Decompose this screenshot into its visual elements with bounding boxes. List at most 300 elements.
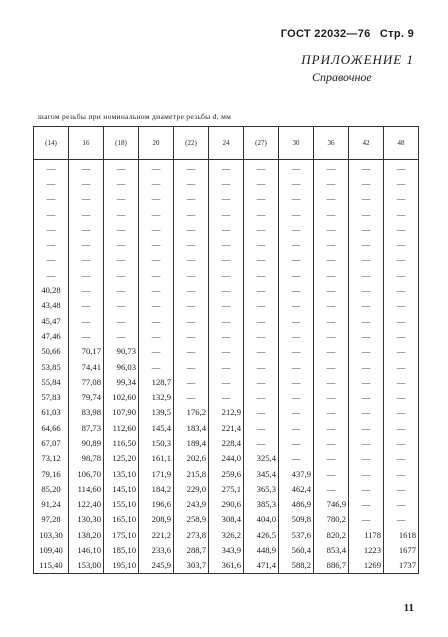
table-cell: — <box>209 282 244 297</box>
table-cell: 537,6 <box>279 527 314 542</box>
table-cell: 130,30 <box>69 512 104 527</box>
table-cell: 486,9 <box>279 497 314 512</box>
table-cell: 102,60 <box>104 389 139 404</box>
table-cell: — <box>104 160 139 176</box>
table-cell: 165,10 <box>104 512 139 527</box>
table-cell: — <box>244 359 279 374</box>
page-header <box>275 28 414 40</box>
table-cell: 57,83 <box>34 389 69 404</box>
appendix-title: ПРИЛОЖЕНИЕ 1 <box>301 52 414 67</box>
table-cell: — <box>384 451 419 466</box>
table-cell: — <box>279 374 314 389</box>
table-cell: — <box>174 313 209 328</box>
table-cell: — <box>244 191 279 206</box>
table-cell: — <box>104 298 139 313</box>
table-cell: 233,6 <box>139 542 174 557</box>
table-cell: — <box>69 160 104 176</box>
table-cell: — <box>349 175 384 190</box>
table-cell: — <box>139 206 174 221</box>
table-cell: — <box>209 236 244 251</box>
table-cell: — <box>384 282 419 297</box>
table-cell: — <box>384 344 419 359</box>
table-cell: 195,10 <box>104 558 139 574</box>
table-cell: — <box>349 191 384 206</box>
table-cell: — <box>69 328 104 343</box>
table-row <box>34 527 419 542</box>
table-cell: 176,2 <box>174 405 209 420</box>
table-cell: — <box>349 435 384 450</box>
table-cell: 853,4 <box>314 542 349 557</box>
table-cell: 886,7 <box>314 558 349 574</box>
column-header: 24 <box>209 127 244 160</box>
table-cell: 138,20 <box>69 527 104 542</box>
table-cell: 560,4 <box>279 542 314 557</box>
table-cell: — <box>314 374 349 389</box>
table-cell: — <box>244 282 279 297</box>
table-cell: — <box>384 206 419 221</box>
table-cell: — <box>69 313 104 328</box>
table-cell: — <box>349 374 384 389</box>
table-cell: 128,7 <box>139 374 174 389</box>
table-cell: 361,6 <box>209 558 244 574</box>
table-cell: — <box>314 466 349 481</box>
table-row <box>34 221 419 236</box>
table-cell: 404,0 <box>244 512 279 527</box>
table-cell: — <box>384 420 419 435</box>
table-cell: — <box>104 252 139 267</box>
table-cell: 97,28 <box>34 512 69 527</box>
table-cell: — <box>139 328 174 343</box>
table-cell: — <box>139 236 174 251</box>
table-cell: — <box>174 298 209 313</box>
table-cell: 208,9 <box>139 512 174 527</box>
table-cell: — <box>314 328 349 343</box>
table-cell: — <box>349 481 384 496</box>
table-cell: 90,73 <box>104 344 139 359</box>
table-cell: — <box>349 236 384 251</box>
table-cell: 150,3 <box>139 435 174 450</box>
table-cell: — <box>34 160 69 176</box>
table-cell: — <box>34 252 69 267</box>
table-cell: — <box>209 344 244 359</box>
table-cell: 96,03 <box>104 359 139 374</box>
table-cell: — <box>139 267 174 282</box>
table-cell: — <box>279 344 314 359</box>
table-cell: 1178 <box>349 527 384 542</box>
table-cell: — <box>174 175 209 190</box>
table-cell: — <box>174 191 209 206</box>
table-cell: — <box>314 435 349 450</box>
table-cell: 125,20 <box>104 451 139 466</box>
table-cell: — <box>34 236 69 251</box>
table-cell: — <box>349 420 384 435</box>
table-cell: — <box>349 451 384 466</box>
table-cell: — <box>174 282 209 297</box>
table-cell: — <box>314 481 349 496</box>
table-cell: — <box>349 344 384 359</box>
table-cell: — <box>384 512 419 527</box>
table-cell: — <box>174 221 209 236</box>
column-header: 48 <box>384 127 419 160</box>
table-cell: — <box>209 267 244 282</box>
table-cell: — <box>279 175 314 190</box>
table-cell: 77,08 <box>69 374 104 389</box>
table-row <box>34 420 419 435</box>
table-cell: — <box>174 160 209 176</box>
table-cell: 85,20 <box>34 481 69 496</box>
table-cell: 308,4 <box>209 512 244 527</box>
table-cell: — <box>279 328 314 343</box>
table-cell: 139,5 <box>139 405 174 420</box>
table-cell: — <box>349 497 384 512</box>
table-cell: 175,10 <box>104 527 139 542</box>
table-cell: 244,0 <box>209 451 244 466</box>
table-cell: 45,47 <box>34 313 69 328</box>
table-cell: — <box>314 389 349 404</box>
table-cell: — <box>314 191 349 206</box>
table-cell: — <box>139 221 174 236</box>
table-caption: шагом резьбы при номинальном диаметре резьбы d, мм <box>38 112 232 121</box>
table-cell: — <box>174 374 209 389</box>
table-cell: 90,89 <box>69 435 104 450</box>
table-cell: 114,60 <box>69 481 104 496</box>
table-cell: — <box>384 374 419 389</box>
table-cell: 91,24 <box>34 497 69 512</box>
table-cell: 184,2 <box>139 481 174 496</box>
column-header: (14) <box>34 127 69 160</box>
table-row <box>34 451 419 466</box>
table-cell: — <box>69 298 104 313</box>
table-cell: — <box>69 236 104 251</box>
table-cell: 103,30 <box>34 527 69 542</box>
table-cell: — <box>209 313 244 328</box>
table-cell: — <box>139 175 174 190</box>
table-cell: 243,9 <box>174 497 209 512</box>
table-cell: 1269 <box>349 558 384 574</box>
table-row <box>34 466 419 481</box>
table-cell: — <box>34 221 69 236</box>
table-cell: 448,9 <box>244 542 279 557</box>
table-cell: — <box>384 313 419 328</box>
table-cell: — <box>279 221 314 236</box>
table-cell: 155,10 <box>104 497 139 512</box>
table-cell: — <box>384 466 419 481</box>
table-cell: — <box>244 221 279 236</box>
table-row <box>34 298 419 313</box>
table-cell: — <box>209 374 244 389</box>
table-cell: — <box>384 405 419 420</box>
table-cell: 426,5 <box>244 527 279 542</box>
table-cell: — <box>104 221 139 236</box>
table-cell: 212,9 <box>209 405 244 420</box>
table-row <box>34 389 419 404</box>
table-cell: 588,2 <box>279 558 314 574</box>
table-cell: — <box>174 252 209 267</box>
table-cell: — <box>139 282 174 297</box>
table-cell: 385,3 <box>244 497 279 512</box>
table-cell: 228,4 <box>209 435 244 450</box>
table-cell: 146,10 <box>69 542 104 557</box>
table-cell: — <box>349 282 384 297</box>
table-cell: — <box>349 221 384 236</box>
table-cell: — <box>349 206 384 221</box>
table-cell: 202,6 <box>174 451 209 466</box>
table-cell: — <box>244 252 279 267</box>
table-row <box>34 175 419 190</box>
table-cell: — <box>279 267 314 282</box>
table-cell: — <box>244 298 279 313</box>
table-cell: — <box>244 160 279 176</box>
table-cell: — <box>384 328 419 343</box>
table-row <box>34 542 419 557</box>
table-cell: 196,6 <box>139 497 174 512</box>
table-cell: 87,73 <box>69 420 104 435</box>
table-cell: — <box>139 252 174 267</box>
table-cell: — <box>279 313 314 328</box>
table-cell: — <box>279 236 314 251</box>
table-cell: — <box>139 160 174 176</box>
page-label: Стр. 9 <box>379 28 414 40</box>
table-cell: 116,50 <box>104 435 139 450</box>
table-cell: — <box>209 191 244 206</box>
table-cell: — <box>279 206 314 221</box>
table-cell: — <box>244 374 279 389</box>
table-cell: — <box>314 298 349 313</box>
table-cell: — <box>384 191 419 206</box>
table-cell: — <box>314 420 349 435</box>
table-cell: — <box>384 175 419 190</box>
table-cell: — <box>279 405 314 420</box>
table-cell: — <box>174 344 209 359</box>
table-cell: 259,6 <box>209 466 244 481</box>
table-cell: — <box>349 328 384 343</box>
table-cell: — <box>314 359 349 374</box>
column-header: 30 <box>279 127 314 160</box>
table-cell: 275,1 <box>209 481 244 496</box>
table-cell: — <box>279 435 314 450</box>
table-cell: 1223 <box>349 542 384 557</box>
table-cell: — <box>279 389 314 404</box>
table-cell: — <box>314 175 349 190</box>
table-cell: — <box>209 175 244 190</box>
table-cell: — <box>384 481 419 496</box>
table-row <box>34 481 419 496</box>
table-cell: — <box>244 328 279 343</box>
table-body <box>34 160 419 574</box>
table-cell: — <box>349 389 384 404</box>
table-cell: 99,34 <box>104 374 139 389</box>
table-cell: 55,84 <box>34 374 69 389</box>
table-cell: — <box>279 160 314 176</box>
table-cell: 132,9 <box>139 389 174 404</box>
table-cell: — <box>104 191 139 206</box>
table-cell: 820,2 <box>314 527 349 542</box>
table-cell: 273,8 <box>174 527 209 542</box>
table-cell: — <box>209 252 244 267</box>
table-cell: 437,9 <box>279 466 314 481</box>
table-cell: 221,2 <box>139 527 174 542</box>
table-cell: — <box>314 236 349 251</box>
table-cell: — <box>349 512 384 527</box>
table-cell: — <box>139 191 174 206</box>
table-cell: — <box>209 160 244 176</box>
table-cell: 135,10 <box>104 466 139 481</box>
table-cell: — <box>69 221 104 236</box>
table-row <box>34 328 419 343</box>
table-cell: 1677 <box>384 542 419 557</box>
table-cell: 215,8 <box>174 466 209 481</box>
column-header: 20 <box>139 127 174 160</box>
table-cell: 746,9 <box>314 497 349 512</box>
table-cell: 98,78 <box>69 451 104 466</box>
table-cell: — <box>244 313 279 328</box>
table-cell: — <box>34 267 69 282</box>
table-cell: 145,10 <box>104 481 139 496</box>
table-cell: 345,4 <box>244 466 279 481</box>
table-cell: — <box>139 359 174 374</box>
table-row <box>34 267 419 282</box>
table-cell: 161,1 <box>139 451 174 466</box>
table-cell: 73,12 <box>34 451 69 466</box>
table-cell: 109,40 <box>34 542 69 557</box>
table-cell: 185,10 <box>104 542 139 557</box>
table-cell: — <box>279 298 314 313</box>
table-cell: 43,48 <box>34 298 69 313</box>
table-cell: — <box>69 175 104 190</box>
table-cell: 70,17 <box>69 344 104 359</box>
table-cell: 107,90 <box>104 405 139 420</box>
table-cell: 303,7 <box>174 558 209 574</box>
table-row <box>34 191 419 206</box>
table-cell: — <box>314 344 349 359</box>
table-cell: 462,4 <box>279 481 314 496</box>
table-cell: — <box>69 282 104 297</box>
table-cell: 112,60 <box>104 420 139 435</box>
table-cell: — <box>244 267 279 282</box>
table-cell: — <box>314 282 349 297</box>
table-cell: — <box>349 405 384 420</box>
table-row <box>34 206 419 221</box>
table-cell: — <box>209 328 244 343</box>
table-cell: 343,9 <box>209 542 244 557</box>
table-cell: — <box>279 252 314 267</box>
table-cell: 50,66 <box>34 344 69 359</box>
column-header: (22) <box>174 127 209 160</box>
standard-code: ГОСТ 22032—76 <box>280 28 371 40</box>
table-cell: — <box>209 221 244 236</box>
page-number: 11 <box>403 602 414 614</box>
table-cell: 40,28 <box>34 282 69 297</box>
table-cell: 83,98 <box>69 405 104 420</box>
table-cell: 245,9 <box>139 558 174 574</box>
table-cell: 325,4 <box>244 451 279 466</box>
table-cell: — <box>314 405 349 420</box>
table-cell: — <box>244 405 279 420</box>
table-cell: — <box>314 160 349 176</box>
table-row <box>34 512 419 527</box>
table-cell: — <box>34 191 69 206</box>
table-cell: — <box>244 344 279 359</box>
thread-table <box>33 126 419 574</box>
table-cell: — <box>244 175 279 190</box>
table-row <box>34 252 419 267</box>
table-header-row <box>34 127 419 160</box>
table-cell: — <box>209 206 244 221</box>
table-cell: — <box>384 252 419 267</box>
table-row <box>34 313 419 328</box>
table-row <box>34 236 419 251</box>
table-cell: — <box>69 252 104 267</box>
table-cell: 171,9 <box>139 466 174 481</box>
table-cell: 153,00 <box>69 558 104 574</box>
table-cell: — <box>104 267 139 282</box>
table-row <box>34 405 419 420</box>
table-cell: — <box>174 236 209 251</box>
table-cell: — <box>174 389 209 404</box>
table-cell: — <box>384 497 419 512</box>
table-cell: — <box>314 313 349 328</box>
table-cell: — <box>279 359 314 374</box>
table-cell: — <box>349 160 384 176</box>
table-cell: 74,41 <box>69 359 104 374</box>
table-cell: 326,2 <box>209 527 244 542</box>
table-cell: — <box>244 389 279 404</box>
table-cell: — <box>384 236 419 251</box>
table-cell: 79,74 <box>69 389 104 404</box>
table-cell: — <box>174 206 209 221</box>
column-header: 36 <box>314 127 349 160</box>
table-cell: — <box>279 451 314 466</box>
table-cell: 1737 <box>384 558 419 574</box>
table-cell: — <box>104 236 139 251</box>
table-cell: 365,3 <box>244 481 279 496</box>
table-cell: — <box>104 328 139 343</box>
table-cell: 258,9 <box>174 512 209 527</box>
table-cell: 64,66 <box>34 420 69 435</box>
table-row <box>34 435 419 450</box>
table-cell: — <box>349 313 384 328</box>
table-cell: 183,4 <box>174 420 209 435</box>
table-cell: — <box>384 160 419 176</box>
table-row <box>34 359 419 374</box>
table-cell: 290,6 <box>209 497 244 512</box>
table-cell: — <box>209 298 244 313</box>
table-cell: — <box>244 206 279 221</box>
table-cell: — <box>34 206 69 221</box>
table-cell: 780,2 <box>314 512 349 527</box>
table-cell: 145,4 <box>139 420 174 435</box>
table-cell: — <box>139 298 174 313</box>
table-cell: — <box>384 267 419 282</box>
table-cell: 471,4 <box>244 558 279 574</box>
table-cell: — <box>314 451 349 466</box>
table-cell: 106,70 <box>69 466 104 481</box>
table-cell: — <box>314 267 349 282</box>
table-cell: 509,8 <box>279 512 314 527</box>
table-cell: 79,16 <box>34 466 69 481</box>
table-cell: — <box>384 221 419 236</box>
table-cell: 47,46 <box>34 328 69 343</box>
table-cell: — <box>349 267 384 282</box>
table-cell: — <box>139 344 174 359</box>
table-cell: — <box>174 328 209 343</box>
table-cell: — <box>314 206 349 221</box>
table-cell: — <box>384 389 419 404</box>
column-header: (18) <box>104 127 139 160</box>
table-cell: — <box>244 420 279 435</box>
column-header: (27) <box>244 127 279 160</box>
table-cell: 122,40 <box>69 497 104 512</box>
